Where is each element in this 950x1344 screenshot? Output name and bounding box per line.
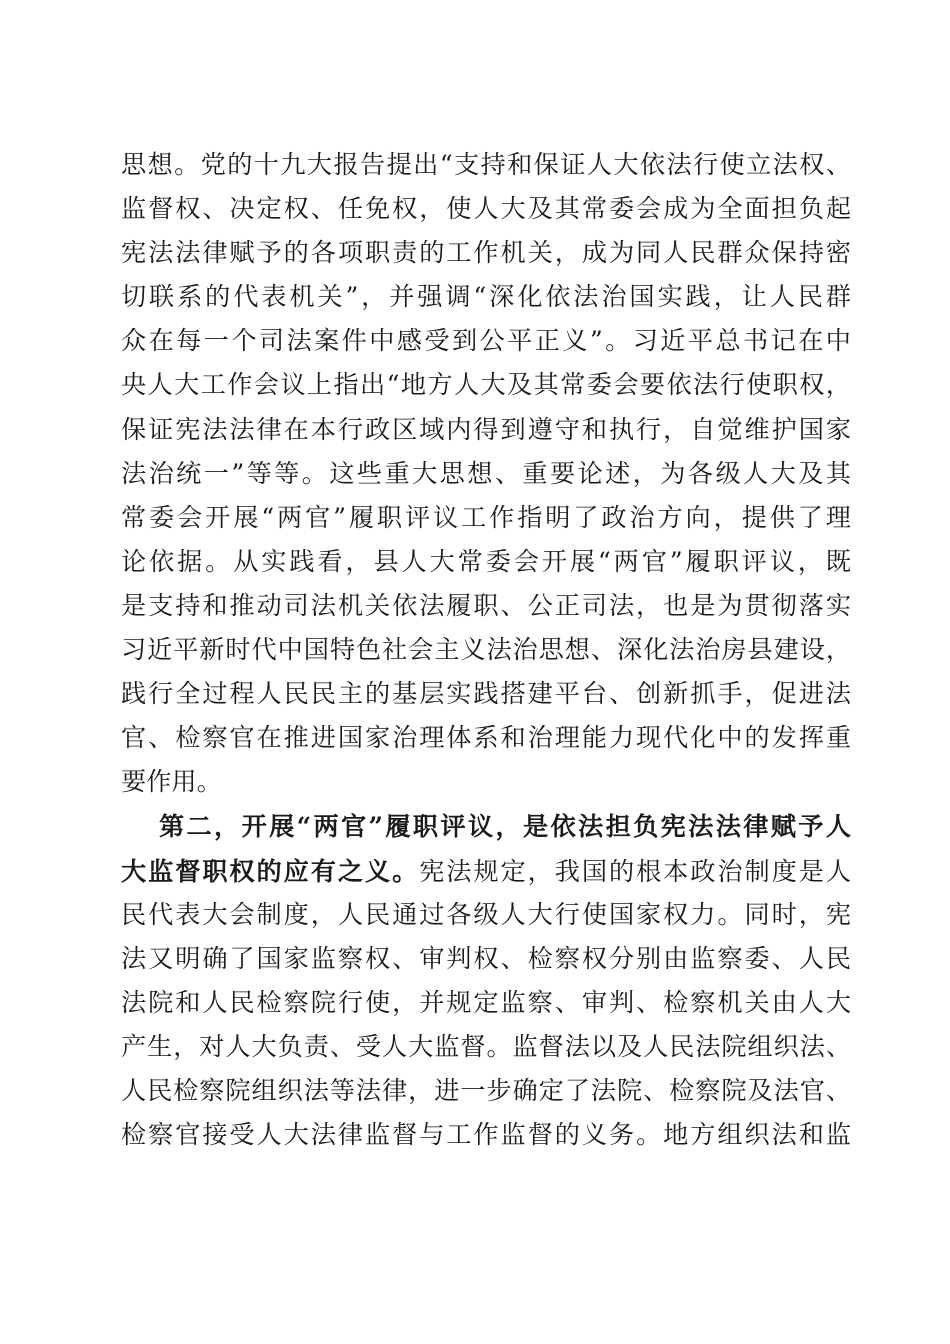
paragraph-line: 要作用。	[121, 767, 222, 797]
paragraph-line: 法治统一”等等。这些重大思想、重要论述，为各级人大及其	[121, 458, 851, 488]
paragraph-line-rest: 宪法规定，我国的根本政治制度是人	[419, 856, 852, 886]
paragraph-line: 监督权、决定权、任免权，使人大及其常委会成为全面担负起	[121, 194, 851, 224]
paragraph-line: 民代表大会制度，人民通过各级人大行使国家权力。同时，宪	[121, 899, 851, 929]
paragraph-line: 央人大工作会议上指出“地方人大及其常委会要依法行使职权，	[121, 370, 851, 400]
paragraph-line: 法又明确了国家监察权、审判权、检察权分别由监察委、人民	[121, 943, 851, 973]
paragraph-2	[121, 804, 851, 1157]
paragraph-line	[121, 849, 851, 893]
paragraph-heading-tail: 大监督职权的应有之义。	[121, 855, 420, 886]
paragraph-line: 检察官接受人大法律监督与工作监督的义务。地方组织法和监	[121, 1120, 851, 1150]
paragraph-line: 论依据。从实践看，县人大常委会开展“两官”履职评议，既	[121, 546, 851, 576]
paragraph-line: 是支持和推动司法机关依法履职、公正司法，也是为贯彻落实	[121, 590, 851, 620]
paragraph-line: 思想。党的十九大报告提出“支持和保证人大依法行使立法权、	[121, 150, 851, 179]
paragraph-heading-line: 第二，开展“两官”履职评议，是依法担负宪法法律赋予人	[159, 811, 851, 842]
paragraph-line: 践行全过程人民民主的基层实践搭建平台、创新抓手，促进法	[121, 679, 851, 709]
paragraph-line: 保证宪法法律在本行政区域内得到遵守和执行，自觉维护国家	[121, 414, 851, 444]
paragraph-line: 众在每一个司法案件中感受到公平正义”。习近平总书记在中	[121, 326, 851, 356]
paragraph-line: 法院和人民检察院行使，并规定监察、审判、检察机关由人大	[121, 987, 851, 1017]
paragraph-line: 常委会开展“两官”履职评议工作指明了政治方向，提供了理	[121, 502, 851, 532]
paragraph-line: 习近平新时代中国特色社会主义法治思想、深化法治房县建设，	[121, 635, 851, 665]
paragraph-line: 宪法法律赋予的各项职责的工作机关，成为同人民群众保持密	[121, 238, 851, 268]
paragraph-1	[121, 143, 851, 804]
paragraph-line: 人民检察院组织法等法律，进一步确定了法院、检察院及法官、	[121, 1075, 851, 1105]
paragraph-line: 产生，对人大负责、受人大监督。监督法以及人民法院组织法、	[121, 1031, 851, 1061]
paragraph-line: 官、检察官在推进国家治理体系和治理能力现代化中的发挥重	[121, 723, 851, 753]
paragraph-line: 切联系的代表机关”，并强调“深化依法治国实践，让人民群	[121, 282, 851, 312]
document-body	[121, 143, 851, 1157]
